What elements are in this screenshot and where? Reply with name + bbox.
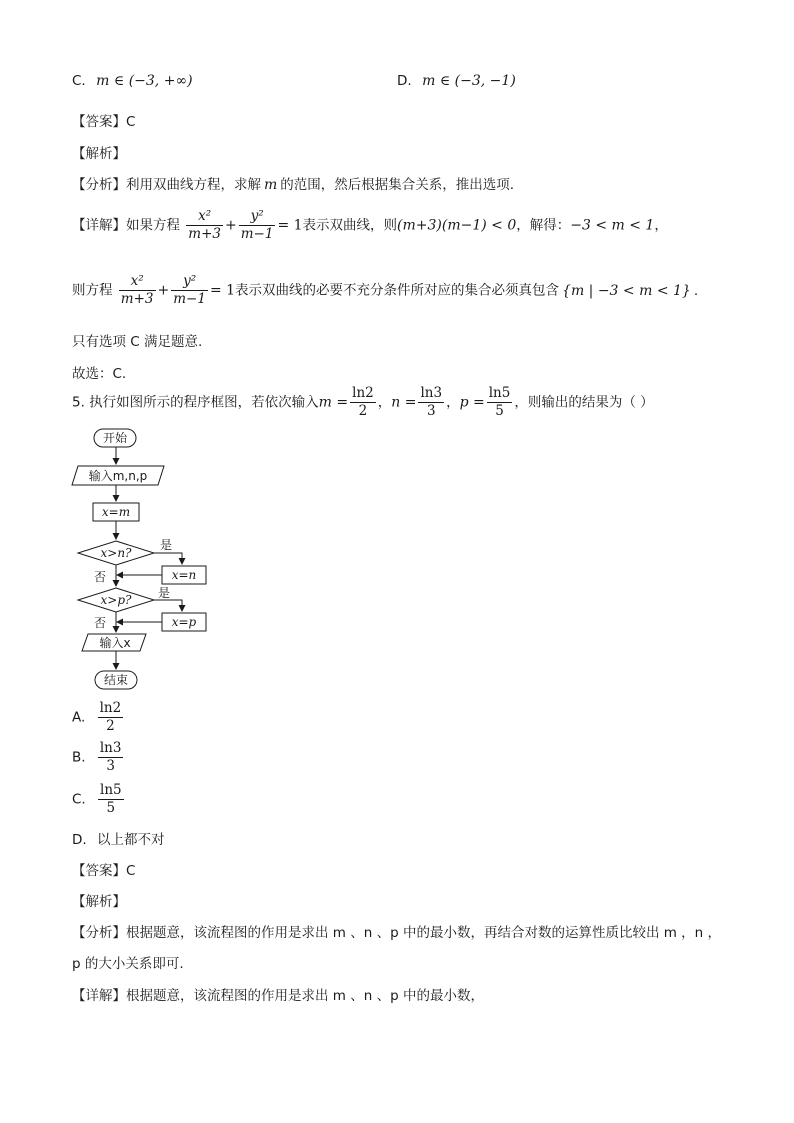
- option-label: C.: [72, 73, 86, 89]
- fraction-m: [350, 385, 376, 420]
- option-fraction: [98, 700, 124, 735]
- numerator: x²: [186, 208, 223, 226]
- denominator: m+3: [120, 291, 154, 307]
- numerator: ln3: [99, 740, 122, 756]
- denominator: 5: [106, 800, 116, 816]
- equals-one: = 1: [277, 217, 303, 234]
- fraction-y: [171, 273, 208, 308]
- numerator: y²: [171, 273, 208, 291]
- denominator: 5: [495, 403, 504, 419]
- flow-assign1-label: x=m: [101, 505, 131, 519]
- numerator: ln3: [420, 385, 443, 401]
- flow-assign2-label: x=n: [171, 568, 197, 582]
- plus-sign: +: [225, 217, 237, 234]
- stem-text-2: ，则输出的结果为（ ）: [514, 394, 654, 411]
- q4-answer: [72, 110, 135, 130]
- denominator: m+3: [188, 226, 221, 242]
- m-eq: m =: [318, 394, 349, 411]
- line2-end: .: [693, 282, 699, 299]
- detail-text-1: 如果方程: [126, 217, 180, 234]
- flow-assign3-label: x=p: [171, 615, 197, 629]
- flow-input-label: 输入m,n,p: [88, 469, 148, 483]
- analysis-text: 根据题意，该流程图的作用是求出 m 、n 、p 中的最小数，再结合对数的运算性质比较出 m ，n ，: [126, 925, 722, 941]
- option-label: B.: [72, 749, 86, 766]
- q4-option-d: [397, 73, 516, 89]
- stem-text-1: 5. 执行如图所示的程序框图，若依次输入: [72, 394, 319, 411]
- line2-text-2: 表示双曲线的必要不充分条件所对应的集合必须真包含: [235, 282, 560, 299]
- denominator: m−1: [240, 226, 274, 242]
- q5-explain-tag: 【解析】: [72, 894, 126, 910]
- denominator: 3: [106, 758, 115, 774]
- denominator: m−1: [173, 291, 206, 307]
- denominator: 2: [106, 718, 115, 734]
- numerator: ln5: [100, 782, 122, 798]
- flow-end-label: 结束: [103, 673, 129, 687]
- denominator: 2: [358, 403, 368, 419]
- q5-flowchart: [60, 425, 230, 695]
- fraction-p: [487, 385, 513, 420]
- detail-text-2: 表示双曲线，则: [302, 217, 398, 234]
- q5-analysis-cont: p 的大小关系即可.: [72, 956, 184, 972]
- q4-analysis: [72, 173, 514, 193]
- answer-tag: 【答案】: [72, 863, 126, 879]
- q5-option-d: [72, 828, 164, 848]
- equals-one: = 1: [209, 282, 236, 299]
- detail-text-3: ，解得：: [516, 217, 571, 234]
- plus-sign: +: [157, 282, 170, 299]
- denominator: 3: [426, 403, 436, 419]
- flow-no2-label: 否: [94, 616, 107, 630]
- option-label: D.: [72, 832, 87, 848]
- p-eq: p =: [459, 394, 485, 411]
- flow-output-label: 输入x: [99, 636, 131, 650]
- numerator: ln5: [488, 385, 511, 401]
- analysis-tag: 【分析】: [72, 925, 126, 941]
- flow-yes2-label: 是: [158, 586, 171, 600]
- n-eq: n =: [391, 394, 417, 411]
- analysis-var: m: [264, 177, 278, 193]
- option-label: A.: [72, 709, 86, 726]
- q5-stem: [72, 385, 654, 420]
- option-fraction: [98, 782, 124, 817]
- numerator: y²: [239, 208, 276, 226]
- line2-set: {m | −3 < m < 1}: [562, 282, 691, 299]
- analysis-text-2: 的范围，然后根据集合关系，推出选项.: [280, 177, 515, 193]
- separator: ，: [377, 394, 392, 411]
- fraction-x: [119, 273, 156, 308]
- q4-explain-tag: 【解析】: [72, 146, 126, 162]
- q4-detail-line1: [72, 208, 668, 243]
- detail-comma: ，: [654, 217, 668, 234]
- q4-detail-line2: [72, 273, 698, 308]
- flow-cond2-label: x>p?: [100, 593, 132, 607]
- numerator: ln2: [99, 700, 122, 716]
- q5-option-a: [72, 700, 125, 735]
- separator: ，: [446, 394, 460, 411]
- answer-value: C: [126, 114, 136, 130]
- option-fraction: [98, 740, 124, 775]
- q5-option-c: [72, 782, 126, 817]
- q4-line4: 故选：C.: [72, 366, 127, 382]
- q5-answer: [72, 859, 135, 879]
- answer-tag: 【答案】: [72, 114, 126, 130]
- fraction-y: [239, 208, 276, 243]
- q5-option-b: [72, 740, 125, 775]
- q5-analysis: [72, 921, 721, 941]
- flow-no1-label: 否: [94, 570, 107, 584]
- detail-text: 根据题意，该流程图的作用是求出 m 、n 、p 中的最小数，: [126, 988, 484, 1004]
- fraction-x: [186, 208, 223, 243]
- q5-detail: [72, 984, 484, 1004]
- numerator: x²: [119, 273, 156, 291]
- line2-text-1: 则方程: [72, 282, 113, 299]
- option-text: 以上都不对: [96, 832, 165, 848]
- analysis-tag: 【分析】: [72, 177, 126, 193]
- flow-yes1-label: 是: [160, 538, 173, 552]
- q4-option-c: [72, 73, 193, 89]
- detail-tag: 【详解】: [72, 217, 126, 234]
- flow-start-label: 开始: [102, 431, 128, 445]
- fraction-n: [418, 385, 444, 420]
- option-text: m ∈ (−3, +∞): [96, 73, 193, 89]
- option-text: m ∈ (−3, −1): [422, 73, 516, 89]
- answer-value: C: [126, 863, 136, 879]
- numerator: ln2: [352, 385, 374, 401]
- detail-range: −3 < m < 1: [570, 217, 655, 234]
- q4-line3: 只有选项 C 满足题意.: [72, 334, 203, 350]
- analysis-text: 利用双曲线方程，求解: [126, 177, 261, 193]
- flow-cond1-label: x>n?: [100, 546, 132, 560]
- option-label: D.: [397, 73, 412, 89]
- detail-tag: 【详解】: [72, 988, 126, 1004]
- detail-inequality: (m+3)(m−1) < 0: [397, 217, 517, 234]
- option-label: C.: [72, 791, 86, 808]
